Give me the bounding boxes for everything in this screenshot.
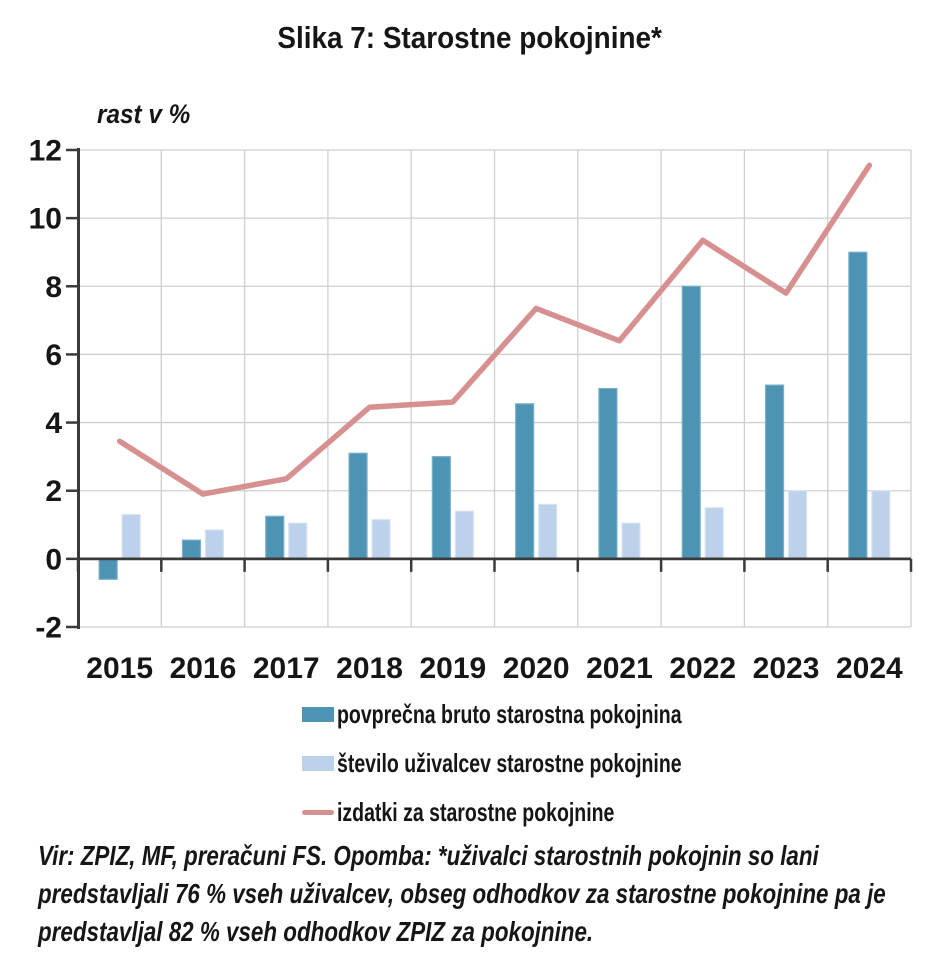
bar-dark-2024: [849, 252, 867, 559]
bar-light-2020: [539, 504, 557, 559]
y-tick-label: 2: [45, 475, 62, 509]
legend-label: izdatki za starostne pokojnine: [337, 797, 615, 827]
bar-dark-2023: [766, 385, 784, 559]
x-tick-label: 2023: [752, 652, 820, 685]
legend-label: povprečna bruto starostna pokojnina: [337, 699, 682, 729]
chart-legend: [302, 690, 796, 837]
bar-swatch-icon: [302, 707, 334, 722]
legend-label: število uživalcev starostne pokojnine: [337, 748, 682, 778]
bar-light-2018: [372, 520, 390, 559]
bar-light-2019: [455, 511, 473, 559]
source-footnote: Vir: ZPIZ, MF, preračuni FS. Opomba: *uživalci starostnih pokojnin so lani predstavljali 76 % vseh uživalcev, obseg odhodkov za starostne pokojnine pa je predstavljal 82 % vseh odhodkov ZPIZ za pokojnine.: [38, 840, 886, 948]
y-axis-unit-label: rast v %: [97, 99, 191, 129]
bar-light-2021: [622, 523, 640, 559]
y-tick-label: 8: [45, 270, 62, 304]
bar-dark-2017: [266, 516, 284, 559]
bar-light-2016: [205, 530, 223, 559]
x-tick-label: 2015: [86, 652, 154, 685]
bar-dark-2015: [99, 559, 117, 579]
x-tick-label: 2022: [669, 652, 737, 685]
bar-light-2024: [872, 491, 890, 559]
bar-dark-2020: [516, 404, 534, 559]
y-tick-label: 6: [45, 338, 62, 372]
chart-title-text: Slika 7: Starostne pokojnine*: [277, 20, 663, 55]
bar-swatch-icon: [302, 756, 334, 771]
bar-dark-2018: [349, 453, 367, 559]
bar-light-2022: [705, 508, 723, 559]
y-tick-label: 12: [28, 134, 62, 168]
y-tick-label: 0: [45, 543, 62, 577]
bar-dark-2019: [432, 457, 450, 559]
x-tick-label: 2019: [419, 652, 487, 685]
bar-light-2023: [789, 491, 807, 559]
bar-dark-2016: [182, 540, 200, 559]
x-tick-label: 2017: [252, 652, 320, 685]
legend-item-average-gross-pension: [302, 690, 796, 739]
x-tick-label: 2021: [586, 652, 653, 685]
bar-dark-2021: [599, 389, 617, 559]
x-tick-label: 2024: [835, 652, 903, 685]
legend-item-expenditures: [302, 788, 796, 837]
y-tick-label: -2: [35, 611, 62, 645]
x-tick-label: 2020: [502, 652, 570, 685]
bar-light-2017: [289, 523, 307, 559]
legend-item-number-of-recipients: [302, 739, 796, 788]
x-tick-label: 2016: [169, 652, 237, 685]
y-tick-label: 4: [45, 407, 62, 441]
x-tick-label: 2018: [336, 652, 403, 685]
y-tick-label: 10: [28, 202, 62, 236]
bar-light-2015: [122, 515, 140, 559]
bar-dark-2022: [682, 286, 700, 559]
line-swatch-icon: [302, 810, 334, 815]
